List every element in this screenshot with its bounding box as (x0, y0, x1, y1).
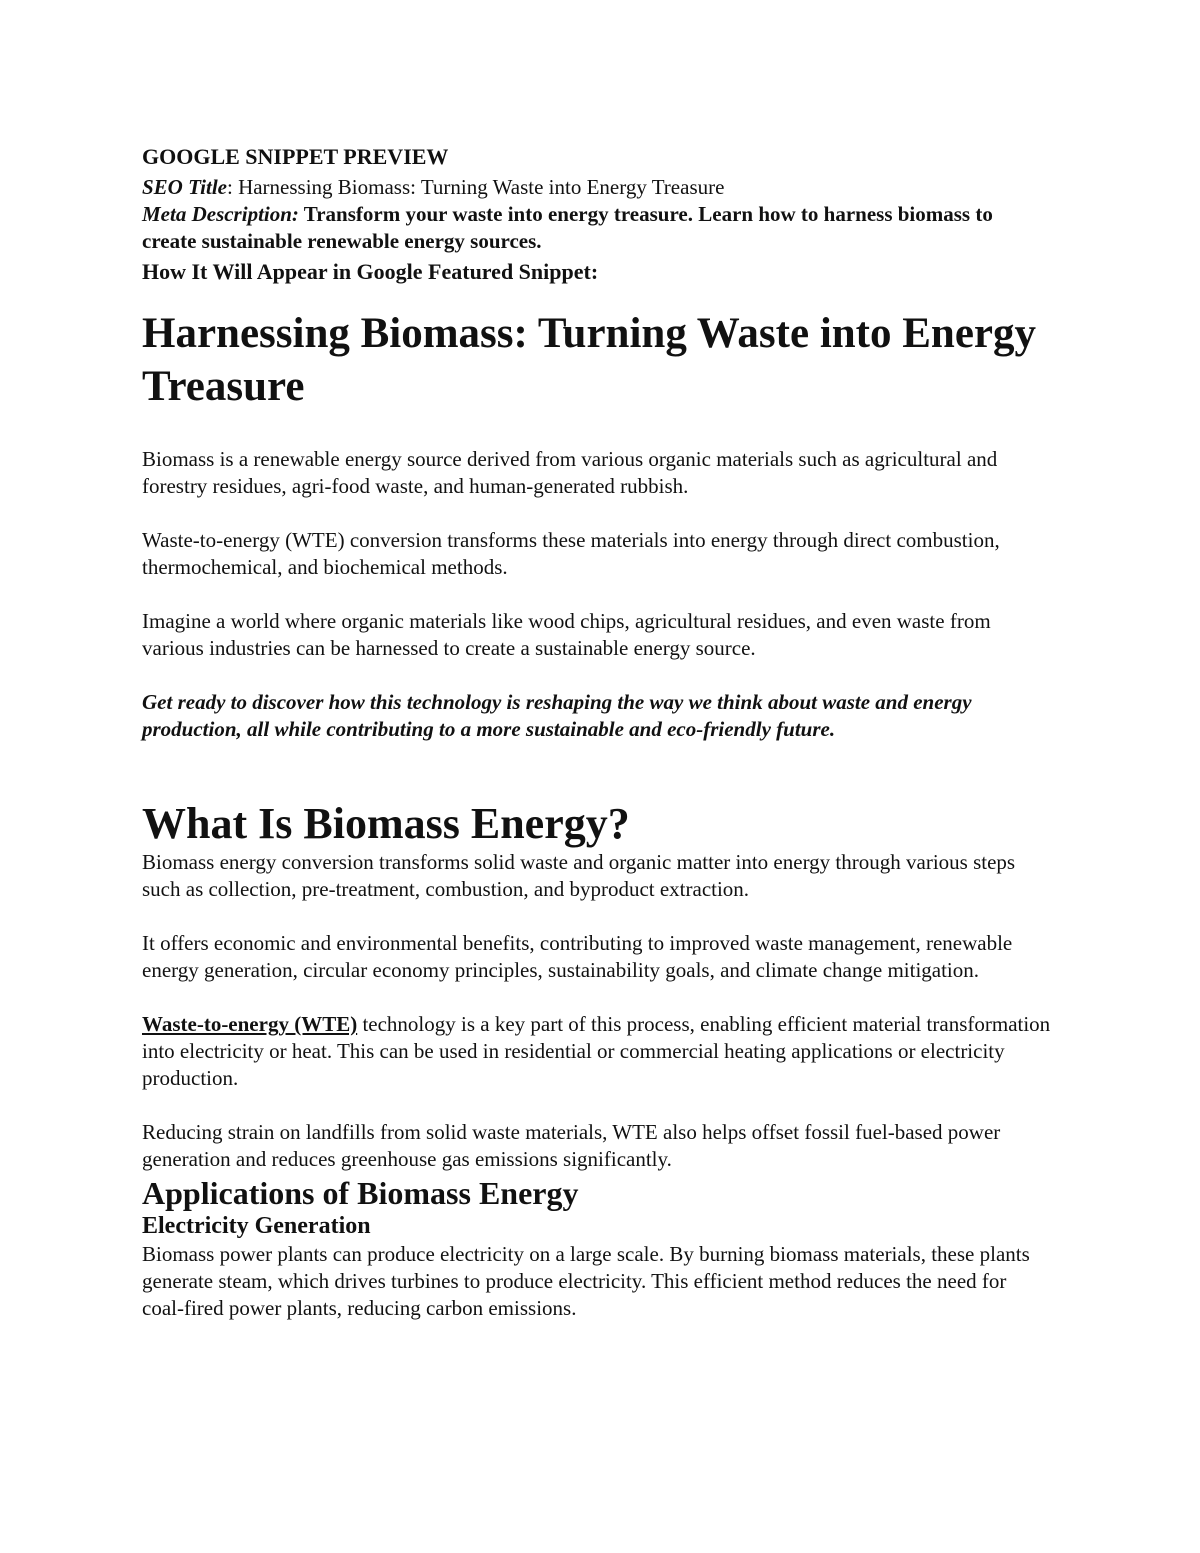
section-heading-what-is-biomass: What Is Biomass Energy? (142, 799, 630, 848)
seo-title-label: SEO Title (142, 175, 227, 199)
document-page (142, 140, 1052, 1322)
section-heading-applications: Applications of Biomass Energy (142, 1175, 579, 1211)
snippet-heading: GOOGLE SNIPPET PREVIEW (142, 144, 449, 169)
intro-paragraph-3: Imagine a world where organic materials like wood chips, agricultural residues, and even waste from various industries can be harnessed to create a sustainable energy source. (142, 609, 991, 660)
meta-description-value: Transform your waste into energy treasure. Learn how to harness biomass to create sustainable renewable energy sources. (142, 202, 993, 253)
seo-title-line (142, 174, 1052, 201)
seo-title-value: : Harnessing Biomass: Turning Waste into Energy Treasure (226, 175, 725, 199)
meta-description-line (142, 201, 1052, 255)
section-1-paragraph-2: It offers economic and environmental benefits, contributing to improved waste management, renewable energy generation, circular economy principles, sustainability goals, and climate change mitigation. (142, 931, 1013, 982)
subsection-heading-electricity: Electricity Generation (142, 1213, 371, 1239)
meta-description-label: Meta Description: (142, 202, 299, 226)
intro-paragraph-2: Waste-to-energy (WTE) conversion transforms these materials into energy through direct combustion, thermochemical, and biochemical methods. (142, 528, 1000, 579)
intro-paragraph-1: Biomass is a renewable energy source derived from various organic materials such as agricultural and forestry residues, agri-food waste, and human-generated rubbish. (142, 447, 998, 498)
subsection-1-paragraph-1: Biomass power plants can produce electricity on a large scale. By burning biomass materials, these plants generate steam, which drives turbines to produce electricity. This efficient method reduces the need for coal-fired power plants, reducing carbon emissions. (142, 1242, 1030, 1320)
waste-to-energy-link[interactable]: Waste-to-energy (WTE) (142, 1012, 358, 1036)
featured-snippet-label: How It Will Appear in Google Featured Snippet: (142, 259, 599, 284)
section-1-paragraph-1: Biomass energy conversion transforms solid waste and organic matter into energy through various steps such as collection, pre-treatment, combustion, and byproduct extraction. (142, 850, 1016, 901)
article-title: Harnessing Biomass: Turning Waste into Energy Treasure (142, 310, 1037, 410)
intro-paragraph-4: Get ready to discover how this technology is reshaping the way we think about waste and energy production, all while contributing to a more sustainable and eco-friendly future. (142, 690, 972, 741)
section-1-paragraph-3 (142, 1011, 1052, 1092)
section-1-paragraph-3-text: technology is a key part of this process, enabling efficient material transformation into electricity or heat. This can be used in residential or commercial heating applications or electricity production. (142, 1012, 1051, 1090)
section-1-paragraph-4: Reducing strain on landfills from solid waste materials, WTE also helps offset fossil fuel-based power generation and reduces greenhouse gas emissions significantly. (142, 1120, 1001, 1171)
